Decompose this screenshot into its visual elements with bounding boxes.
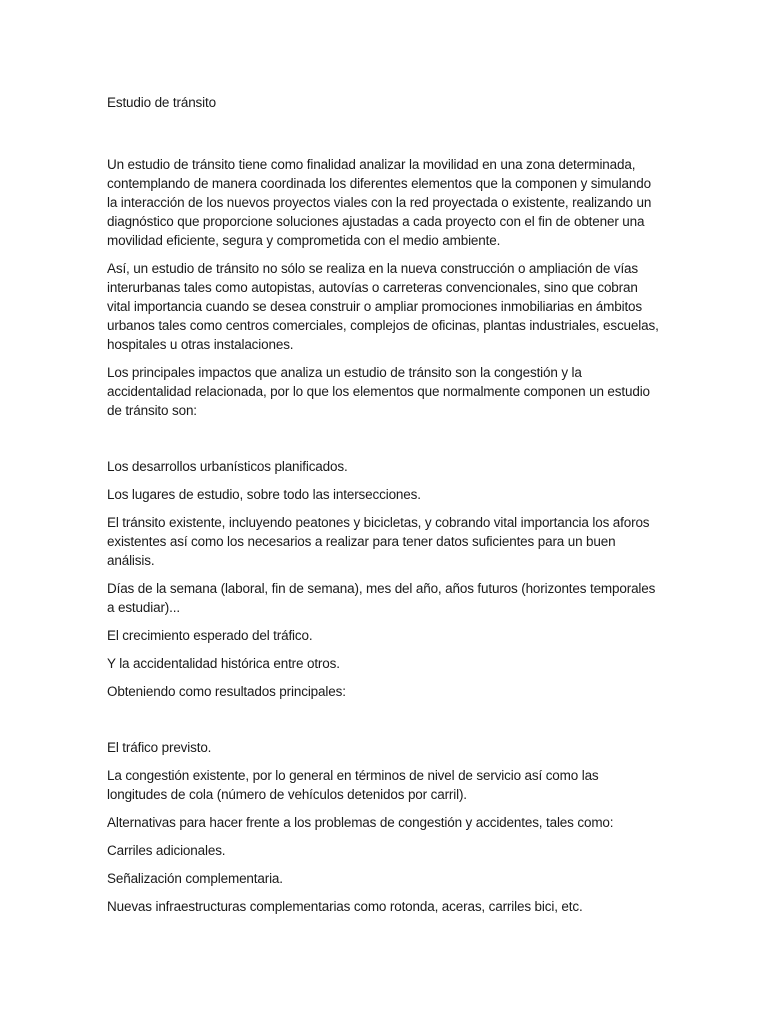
section-spacer [107,710,662,738]
element-item: Y la accidentalidad histórica entre otros. [107,656,340,671]
result-item: Carriles adicionales. [107,843,226,858]
section-spacer [107,429,662,457]
element-item: El tránsito existente, incluyendo peatones y bicicletas, y cobrando vital importancia los aforos existentes así como los necesarios a realizar para tener datos suficientes para un buen análisis. [107,515,650,568]
element-item: Días de la semana (laboral, fin de semana), mes del año, años futuros (horizontes temporales a estudiar)... [107,581,656,615]
results-lead: Obteniendo como resultados principales: [107,684,346,699]
element-item: El crecimiento esperado del tráfico. [107,628,313,643]
result-item: El tráfico previsto. [107,740,212,755]
document-title: Estudio de tránsito [107,95,216,110]
result-item: La congestión existente, por lo general en términos de nivel de servicio así como las longitudes de cola (número de vehículos detenidos por carril). [107,768,599,802]
paragraph-intro-1: Un estudio de tránsito tiene como finalidad analizar la movilidad en una zona determinada, contemplando de manera coordinada los diferentes elementos que la componen y simulando la interacción de los nuevos proyectos viales con la red proyectada o existente, realizando un diagnóstico que proporcione soluciones ajustadas a cada proyecto con el fin de obtener una movilidad eficiente, segura y comprometida con el medio ambiente. [107,157,652,248]
paragraph-intro-2: Así, un estudio de tránsito no sólo se realiza en la nueva construcción o ampliación de vías interurbanas tales como autopistas, autovías o carreteras convencionales, sino que cobran vital importancia cuando se desea construir o ampliar promociones inmobiliarias en ámbitos urbanos tales como centros comerciales, complejos de oficinas, plantas industriales, escuelas, hospitales u otras instalaciones. [107,261,659,352]
element-item: Los desarrollos urbanísticos planificados. [107,459,348,474]
result-item: Nuevas infraestructuras complementarias como rotonda, aceras, carriles bici, etc. [107,899,583,914]
document-body [107,93,662,925]
result-item: Señalización complementaria. [107,871,283,886]
result-item: Alternativas para hacer frente a los problemas de congestión y accidentes, tales como: [107,815,614,830]
element-item: Los lugares de estudio, sobre todo las intersecciones. [107,487,421,502]
paragraph-intro-3: Los principales impactos que analiza un estudio de tránsito son la congestión y la accidentalidad relacionada, por lo que los elementos que normalmente componen un estudio de tránsito son: [107,365,650,418]
